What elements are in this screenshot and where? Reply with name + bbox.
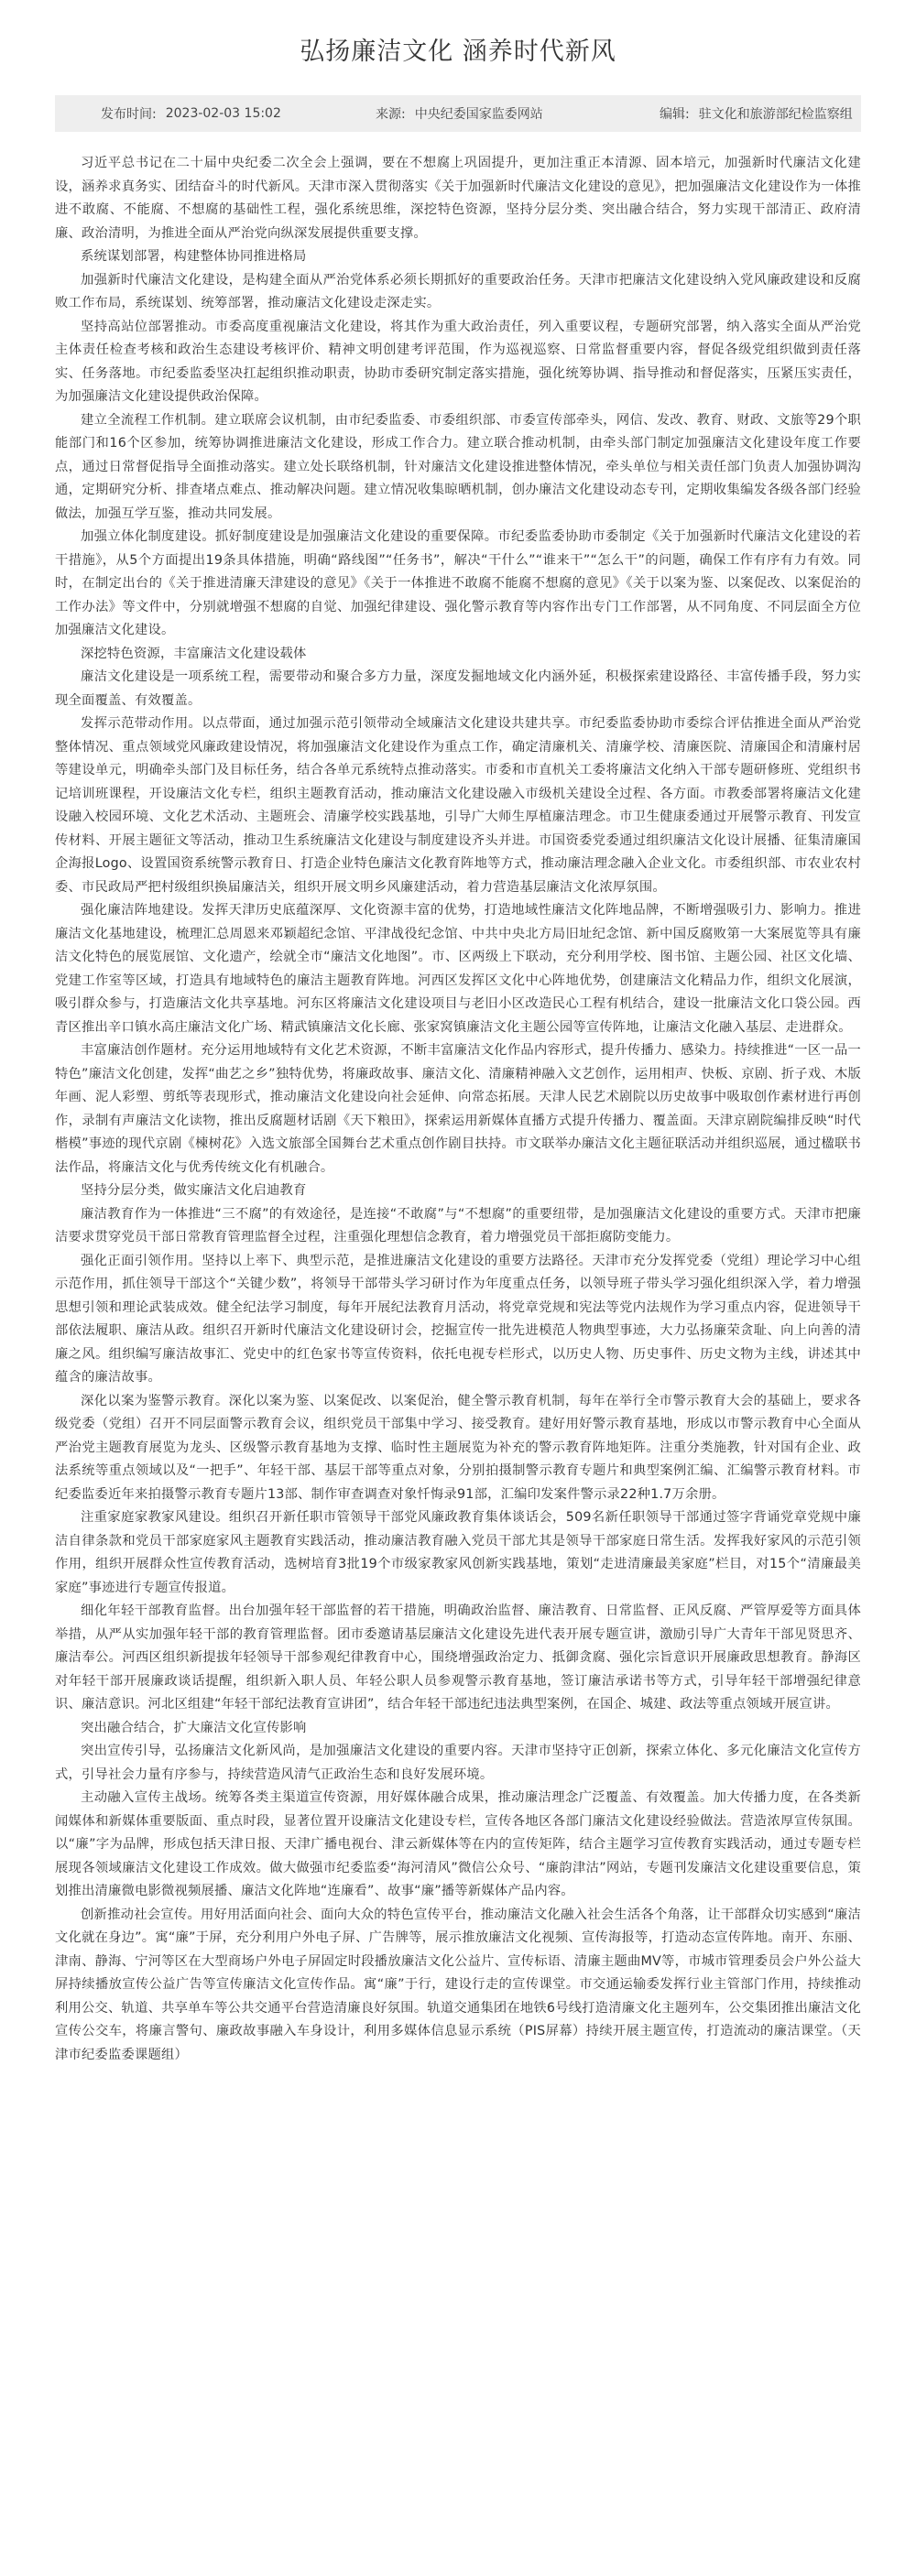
article-paragraph: 深挖特色资源，丰富廉洁文化建设载体 <box>81 646 307 661</box>
article-paragraph: 突出融合结合，扩大廉洁文化宣传影响 <box>81 1720 307 1735</box>
article-paragraph: 发挥示范带动作用。以点带面，通过加强示范引领带动全域廉洁文化建设共建共享。市纪委监委协助市委综合评估推进全面从严治党整体情况、重点领域党风廉政建设情况，将加强廉洁文化建设作为重点工作，确定清廉机关、清廉学校、清廉医院、清廉国企和清廉村居等建设单元，明确牵头部门及目标任务，结合各单元系统特点推动落实。市委和市直机关工委将廉洁文化纳入干部专题研修班、党组织书记培训班课程，开设廉洁文化专栏，组织主题教育活动，推动廉洁文化建设融入市级机关建设全过程、各方面。市教委部署将廉洁文化建设融入校园环境、文化艺术活动、主题班会、清廉学校实践基地，引导广大师生厚植廉洁理念。市卫生健康委通过开展警示教育、刊发宣传材料、开展主题征文等活动，推动卫生系统廉洁文化建设与制度建设齐头并进。市国资委党委通过组织廉洁文化设计展播、征集清廉国企海报Logo、设置国资系统警示教育日、打造企业特色廉洁文化教育阵地等方式，推动廉洁理念融入企业文化。市委组织部、市农业农村委、市民政局严把村级组织换届廉洁关，组织开展文明乡风廉建活动，着力营造基层廉洁文化浓厚氛围。 <box>55 716 861 895</box>
article-paragraph: 系统谋划部署，构建整体协同推进格局 <box>81 249 307 264</box>
article-paragraph: 加强新时代廉洁文化建设，是构建全面从严治党体系必须长期抓好的重要政治任务。天津市把廉洁文化建设纳入党风廉政建设和反腐败工作布局，系统谋划、统筹部署，推动廉洁文化建设走深走实。 <box>55 272 861 310</box>
article-paragraph: 深化以案为鉴警示教育。深化以案为鉴、以案促改、以案促治，健全警示教育机制，每年在举行全市警示教育大会的基础上，要求各级党委（党组）召开不同层面警示教育会议，组织党员干部集中学习、接受教育。建好用好警示教育基地，形成以市警示教育中心全面从严治党主题教育展览为龙头、区级警示教育基地为支撑、临时性主题展览为补充的警示教育阵地矩阵。注重分类施教，针对国有企业、政法系统等重点领域以及“一把手”、年轻干部、基层干部等重点对象，分别拍摄制警示教育专题片和典型案例汇编、汇编警示教育材料。市纪委监委近年来拍摄警示教育专题片13部、制作审查调查对象忏悔录91部，汇编印发案件警示录22种1.7万余册。 <box>55 1393 861 1502</box>
publish-time-value: 2023-02-03 15:02 <box>165 106 281 121</box>
article-meta-bar <box>55 95 861 132</box>
article-title: 弘扬廉洁文化 涵养时代新风 <box>300 38 616 66</box>
source-value: 中央纪委国家监委网站 <box>414 107 543 122</box>
article-paragraph: 习近平总书记在二十届中央纪委二次全会上强调，要在不想腐上巩固提升，更加注重正本清源、固本培元，加强新时代廉洁文化建设，涵养求真务实、团结奋斗的时代新风。天津市深入贯彻落实《关于加强新时代廉洁文化建设的意见》，把加强廉洁文化建设作为一体推进不敢腐、不能腐、不想腐的基础性工程，强化系统思维，深挖特色资源，坚持分层分类、突出融合结合，努力实现干部清正、政府清廉、政治清明，为推进全面从严治党向纵深发展提供重要支撑。 <box>55 156 861 241</box>
editor-value: 驻文化和旅游部纪检监察组 <box>698 107 853 122</box>
article-paragraph: 丰富廉洁创作题材。充分运用地域特有文化艺术资源，不断丰富廉洁文化作品内容形式，提升传播力、感染力。持续推进“一区一品一特色”廉洁文化创建，发挥“曲艺之乡”独特优势，将廉政故事、廉洁文化、清廉精神融入文艺创作，运用相声、快板、京剧、折子戏、木版年画、泥人彩塑、剪纸等表现形式，推动廉洁文化建设向社会延伸、向常态拓展。天津人民艺术剧院以历史故事中吸取创作素材进行再创作，录制有声廉洁文化读物，推出反腐题材话剧《天下粮田》，探索运用新媒体直播方式提升传播力、覆盖面。天津京剧院编排反映“时代楷模”事迹的现代京剧《楝树花》入选文旅部全国舞台艺术重点创作剧目扶持。市文联举办廉洁文化主题征联活动并组织巡展，通过楹联书法作品，将廉洁文化与优秀传统文化有机融合。 <box>55 1043 861 1175</box>
article-source <box>376 104 650 123</box>
article-paragraph: 建立全流程工作机制。建立联席会议机制，由市纪委监委、市委组织部、市委宣传部牵头，网信、发改、教育、财政、文旅等29个职能部门和16个区参加，统筹协调推进廉洁文化建设，形成工作合力。建立联合推动机制，由牵头部门制定加强廉洁文化建设年度工作要点，通过日常督促指导全面推动落实。建立处长联络机制，针对廉洁文化建设推进整体情况，牵头单位与相关责任部门负责人加强协调沟通，定期研究分析、排查堵点难点、推动解决问题。建立情况收集晾晒机制，创办廉洁文化建设动态专刊，定期收集编发各级各部门经验做法，加强互学互鉴，推动共同发展。 <box>55 412 861 521</box>
article-paragraph: 廉洁文化建设是一项系统工程，需要带动和聚合多方力量，深度发掘地域文化内涵外延，积极探索建设路径、丰富传播手段，努力实现全面覆盖、有效覆盖。 <box>55 669 861 708</box>
article-body <box>55 152 861 2067</box>
article-paragraph: 突出宣传引导，弘扬廉洁文化新风尚，是加强廉洁文化建设的重要内容。天津市坚持守正创新，探索立体化、多元化廉洁文化宣传方式，引导社会力量有序参与，持续营造风清气正政治生态和良好发展环境。 <box>55 1744 861 1782</box>
article-paragraph: 注重家庭家教家风建设。组织召开新任职市管领导干部党风廉政教育集体谈话会，509名新任职领导干部通过签字背诵党章党规中廉洁自律条款和党员干部家庭家风主题教育实践活动，推动廉洁教育融入党员干部尤其是领导干部家庭日常生活。发挥我好家风的示范引领作用，组织开展群众性宣传教育活动，选树培育3批19个市级家教家风创新实践基地，策划“走进清廉最美家庭”栏目，对15个“清廉最美家庭”事迹进行专题宣传报道。 <box>55 1510 861 1595</box>
article-paragraph: 强化廉洁阵地建设。发挥天津历史底蕴深厚、文化资源丰富的优势，打造地域性廉洁文化阵地品牌，不断增强吸引力、影响力。推进廉洁文化基地建设，梳理汇总周恩来邓颖超纪念馆、平津战役纪念馆、中共中央北方局旧址纪念馆、新中国反腐败第一大案展览等具有廉洁文化特色的展览展馆、文化遗产，绘就全市“廉洁文化地图”。市、区两级上下联动，充分利用学校、图书馆、主题公园、社区文化墙、党建工作室等区域，打造具有地域特色的廉洁主题教育阵地。河西区发挥区文化中心阵地优势，创建廉洁文化精品力作，组织文化展演，吸引群众参与，打造廉洁文化共享基地。河东区将廉洁文化建设项目与老旧小区改造民心工程有机结合，建设一批廉洁文化口袋公园。西青区推出辛口镇水高庄廉洁文化广场、精武镇廉洁文化长廊、张家窝镇廉洁文化主题公园等宣传阵地，让廉洁文化融入基层、走进群众。 <box>55 903 861 1035</box>
article-editor <box>660 104 853 123</box>
source-label: 来源: <box>376 107 406 122</box>
publish-time-label: 发布时间: <box>101 107 157 122</box>
article-paragraph: 坚持高站位部署推动。市委高度重视廉洁文化建设，将其作为重大政治责任，列入重要议程，专题研究部署，纳入落实全面从严治党主体责任检查考核和政治生态建设考核评价、精神文明创建考评范围，作为巡视巡察、日常监督重要内容，督促各级党组织做到责任落实、任务落地。市纪委监委坚决扛起组织推动职责，协助市委研究制定落实措施，强化统筹协调、指导推动和督促落实，压紧压实责任，为加强廉洁文化建设提供政治保障。 <box>55 319 861 404</box>
article-paragraph: 创新推动社会宣传。用好用活面向社会、面向大众的特色宣传平台，推动廉洁文化融入社会生活各个角落，让干部群众切实感到“廉洁文化就在身边”。寓“廉”于屏，充分利用户外电子屏、广告牌等，展示推放廉洁文化视频、宣传海报等，打造动态宣传阵地。南开、东丽、津南、静海、宁河等区在大型商场户外电子屏固定时段播放廉洁文化公益片、宣传标语、清廉主题曲MV等，市城市管理委员会户外公益大屏持续播放宣传公益广告等宣传廉洁文化宣传作品。寓“廉”于行，建设行走的宣传课堂。市交通运输委发挥行业主管部门作用，持续推动利用公交、轨道、共享单车等公共交通平台营造清廉良好氛围。轨道交通集团在地铁6号线打造清廉文化主题列车，公交集团推出廉洁文化宣传公交车，将廉言警句、廉政故事融入车身设计，利用多媒体信息显示系统（PIS屏幕）持续开展主题宣传，打造流动的廉洁课堂。（天津市纪委监委课题组） <box>55 1907 861 2062</box>
article-paragraph: 主动融入宣传主战场。统筹各类主渠道宣传资源，用好媒体融合成果，推动廉洁理念广泛覆盖、有效覆盖。加大传播力度，在各类新闻媒体和新媒体重要版面、重点时段，显著位置开设廉洁文化建设专栏，宣传各地区各部门廉洁文化建设经验做法。营造浓厚宣传氛围。以“廉”字为品牌，形成包括天津日报、天津广播电视台、津云新媒体等在内的宣传矩阵，结合主题学习宣传教育实践活动，通过专题专栏展现各领域廉洁文化建设工作成效。做大做强市纪委监委“海河清风”微信公众号、“廉韵津沽”网站，专题刊发廉洁文化建设重要信息，策划推出清廉微电影微视频展播、廉洁文化阵地“连廉看”、故事“廉”播等新媒体产品内容。 <box>55 1790 861 1898</box>
article-paragraph: 廉洁教育作为一体推进“三不腐”的有效途径，是连接“不敢腐”与“不想腐”的重要纽带，是加强廉洁文化建设的重要方式。天津市把廉洁要求贯穿党员干部日常教育管理监督全过程，注重强化理想信念教育，着力增强党员干部拒腐防变能力。 <box>55 1206 861 1245</box>
article-paragraph: 坚持分层分类，做实廉洁文化启迪教育 <box>81 1183 307 1198</box>
article-paragraph: 强化正面引领作用。坚持以上率下、典型示范，是推进廉洁文化建设的重要方法路径。天津市充分发挥党委（党组）理论学习中心组示范作用，抓住领导干部这个“关键少数”，将领导干部带头学习研讨作为年度重点任务，以领导班子带头学习强化组织深入学，着力增强思想引领和理论武装成效。健全纪法学习制度，每年开展纪法教育月活动，将党章党规和宪法等党内法规作为学习重点内容，促进领导干部依法履职、廉洁从政。组织召开新时代廉洁文化建设研讨会，挖掘宣传一批先进模范人物典型事迹，大力弘扬廉荣贪耻、向上向善的清廉之风。组织编写廉洁故事汇、党史中的红色家书等宣传资料，依托电视专栏形式，以历史人物、历史事件、历史文物为主线，讲述其中蕴含的廉洁故事。 <box>55 1253 861 1385</box>
publish-time <box>101 104 330 123</box>
article-paragraph: 细化年轻干部教育监督。出台加强年轻干部监督的若干措施，明确政治监督、廉洁教育、日常监督、正风反腐、严管厚爱等方面具体举措，从严从实加强年轻干部的教育管理监督。团市委邀请基层廉洁文化建设先进代表开展专题宣讲，激励引导广大青年干部见贤思齐、廉洁奉公。河西区组织新提拔年轻领导干部参观纪律教育中心，围绕增强政治定力、抵御贪腐、强化宗旨意识开展廉政思想教育。静海区对年轻干部开展廉政谈话提醒，组织新入职人员、年轻公职人员参观警示教育基地，签订廉洁承诺书等方式，引导年轻干部增强纪律意识、廉洁意识。河北区组建“年轻干部纪法教育宣讲团”，结合年轻干部违纪违法典型案例，在国企、城建、政法等重点领域开展宣讲。 <box>55 1603 861 1712</box>
article-paragraph: 加强立体化制度建设。抓好制度建设是加强廉洁文化建设的重要保障。市纪委监委协助市委制定《关于加强新时代廉洁文化建设的若干措施》，从5个方面提出19条具体措施，明确“路线图”“任务书”，解决“干什么”“谁来干”“怎么干”的问题，确保工作有序有力有效。同时，在制定出台的《关于推进清廉天津建设的意见》《关于一体推进不敢腐不能腐不想腐的意见》《关于以案为鉴、以案促改、以案促治的工作办法》等文件中，分别就增强不想腐的自觉、加强纪律建设、强化警示教育等内容作出专门工作部署，从不同角度、不同层面全方位加强廉洁文化建设。 <box>55 529 861 637</box>
editor-label: 编辑: <box>660 107 690 122</box>
